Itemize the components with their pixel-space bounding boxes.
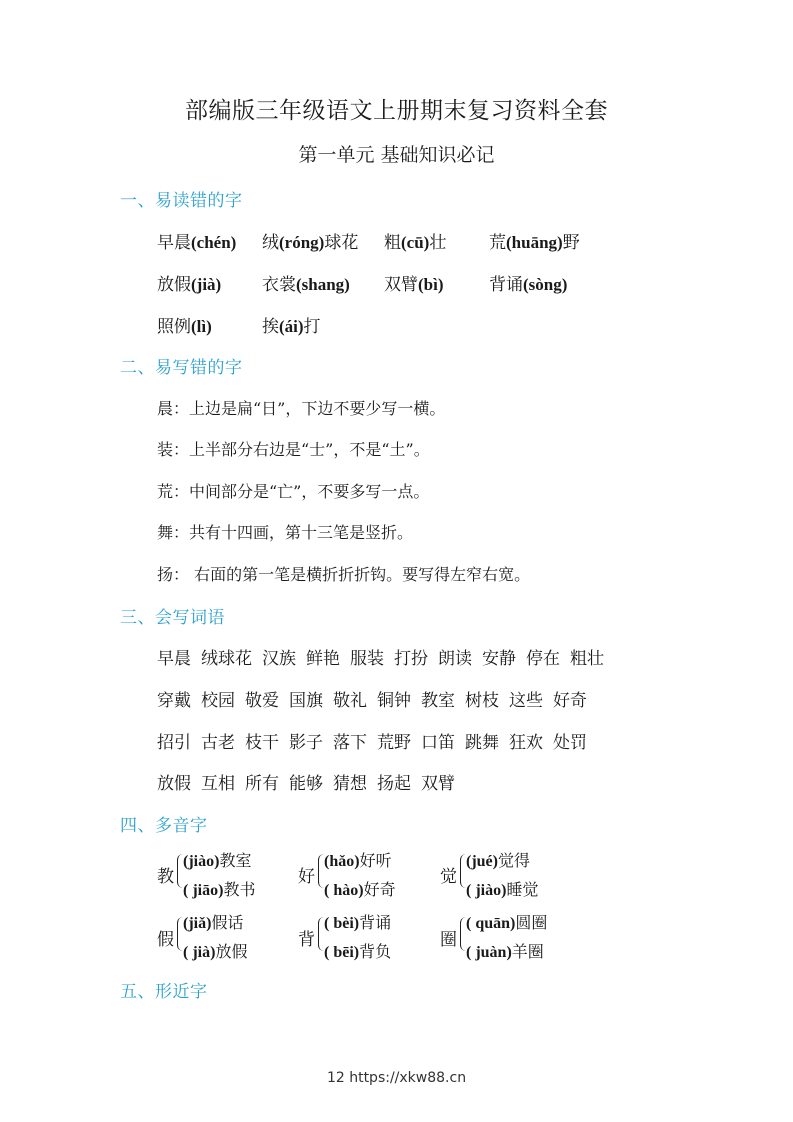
word: 早晨 [157, 649, 191, 669]
word: 枝干 [245, 733, 279, 753]
pinyin-word: 绒(róng)球花 [262, 233, 359, 253]
reading: (jiǎ)假话 [183, 913, 244, 932]
word: 敬礼 [333, 691, 367, 711]
reading: ( quān)圆圈 [466, 913, 548, 932]
polyphone-char: 觉 [440, 867, 457, 887]
word: 互相 [201, 774, 235, 794]
pinyin-word: 放假(jià) [157, 275, 222, 295]
word: 双臂 [421, 774, 455, 794]
word: 鲜艳 [306, 649, 340, 669]
word: 树枝 [465, 691, 499, 711]
word: 荒野 [377, 733, 411, 753]
reading: ( jiào)睡觉 [466, 880, 539, 899]
pinyin-row [157, 270, 567, 295]
polyphone-char: 教 [157, 867, 174, 887]
word: 古老 [201, 733, 235, 753]
word: 国旗 [289, 691, 323, 711]
word: 能够 [289, 774, 323, 794]
reading: ( juàn)羊圈 [466, 942, 544, 961]
word-row [157, 728, 597, 753]
write-error-line: 舞：共有十四画，第十三笔是竖折。 [157, 523, 414, 542]
word: 影子 [289, 733, 323, 753]
word: 停在 [526, 649, 560, 669]
reading: ( jiāo)教书 [183, 880, 256, 899]
pinyin-word: 背诵(sòng) [489, 275, 568, 295]
word: 口笛 [421, 733, 455, 753]
unit-subtitle: 第一单元 基础知识必记 [298, 144, 495, 166]
polyphone-char: 背 [298, 930, 315, 950]
word: 朗读 [438, 649, 472, 669]
section-heading-similar-chars: 五、形近字 [120, 982, 208, 1002]
write-error-line: 荒：中间部分是“亡”，不要多写一点。 [157, 482, 430, 501]
word-row [157, 769, 465, 794]
word: 绒球花 [201, 649, 252, 669]
section-heading-miswrite: 二、易写错的字 [120, 358, 243, 378]
word: 校园 [201, 691, 235, 711]
word: 落下 [333, 733, 367, 753]
word: 所有 [245, 774, 279, 794]
word: 打扮 [394, 649, 428, 669]
word: 粗壮 [570, 649, 604, 669]
page-footer: 12 https://xkw88.cn [326, 1070, 467, 1086]
pinyin-word: 衣裳(shang) [262, 275, 350, 295]
reading: ( hào)好奇 [324, 880, 396, 899]
section-heading-misread: 一、易读错的字 [120, 191, 243, 211]
pinyin-word: 挨(ái)打 [262, 317, 321, 337]
section-heading-polyphones: 四、多音字 [120, 816, 208, 836]
reading: (hǎo)好听 [324, 851, 392, 870]
word: 汉族 [262, 649, 296, 669]
word: 敬爱 [245, 691, 279, 711]
reading: (jiào)教室 [183, 851, 252, 870]
word-row [157, 686, 597, 711]
word: 跳舞 [465, 733, 499, 753]
word: 猜想 [333, 774, 367, 794]
polyphone-char: 圈 [440, 930, 457, 950]
write-error-line: 扬： 右面的第一笔是横折折折钩。要写得左窄右宽。 [157, 565, 531, 584]
polyphone-char: 好 [298, 867, 315, 887]
word: 铜钟 [377, 691, 411, 711]
pinyin-row [157, 312, 321, 337]
word: 教室 [421, 691, 455, 711]
page-title: 部编版三年级语文上册期末复习资料全套 [185, 98, 608, 124]
write-error-line: 装：上半部分右边是“士”，不是“土”。 [157, 440, 430, 459]
word: 扬起 [377, 774, 411, 794]
pinyin-word: 荒(huāng)野 [489, 233, 580, 253]
pinyin-word: 照例(lì) [157, 317, 212, 337]
reading: (jué)觉得 [466, 851, 530, 870]
write-error-line: 晨：上边是扁“日”，下边不要少写一横。 [157, 399, 446, 418]
word: 服装 [350, 649, 384, 669]
polyphone-char: 假 [157, 930, 174, 950]
section-heading-words: 三、会写词语 [120, 608, 225, 628]
pinyin-row [157, 228, 580, 253]
reading: ( bēi)背负 [324, 942, 392, 961]
reading: ( bèi)背诵 [324, 913, 392, 932]
word: 穿戴 [157, 691, 191, 711]
word: 狂欢 [509, 733, 543, 753]
word: 好奇 [553, 691, 587, 711]
word: 处罚 [553, 733, 587, 753]
word: 这些 [509, 691, 543, 711]
reading: ( jià)放假 [183, 942, 248, 961]
word: 安静 [482, 649, 516, 669]
pinyin-word: 双臂(bì) [384, 275, 444, 295]
pinyin-word: 粗(cū)壮 [384, 233, 447, 253]
pinyin-word: 早晨(chén) [157, 233, 237, 253]
word: 招引 [157, 733, 191, 753]
word-row [157, 644, 614, 669]
word: 放假 [157, 774, 191, 794]
